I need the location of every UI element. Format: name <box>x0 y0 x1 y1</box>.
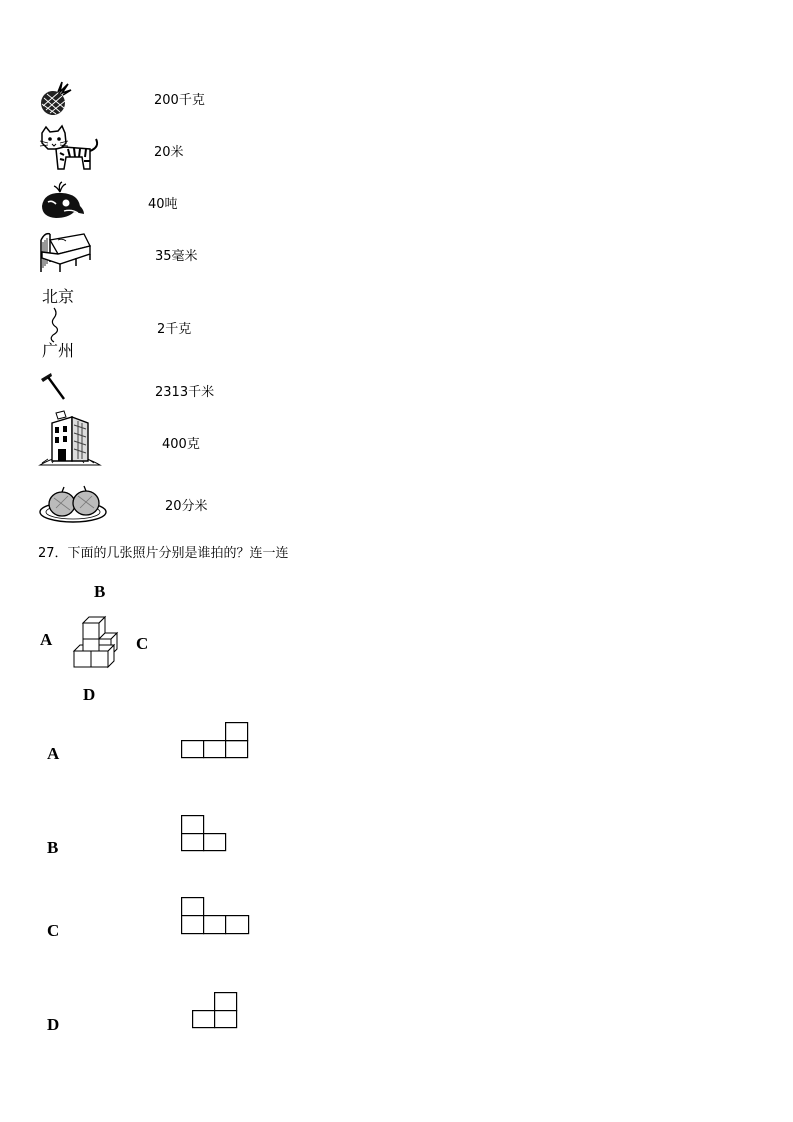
unit-label-3: 40吨 <box>148 197 178 212</box>
pin-icon <box>38 371 68 403</box>
bed-icon <box>38 228 92 274</box>
view-shape-c <box>181 897 250 935</box>
unit-label-8: 20分米 <box>165 499 208 514</box>
tiger-icon <box>38 125 102 175</box>
unit-label-6: 2313千米 <box>155 385 215 400</box>
city-beijing: 北京 <box>42 287 75 306</box>
unit-label-1: 200千克 <box>154 93 205 108</box>
building-icon <box>38 411 102 467</box>
apples-plate-icon <box>38 484 108 524</box>
direction-label-front: B <box>94 582 106 601</box>
pineapple-icon <box>38 80 72 116</box>
view-option-label-c: C <box>47 921 60 940</box>
view-shape-a <box>181 722 249 759</box>
view-option-label-d: D <box>47 1015 60 1034</box>
beijing-guangzhou-route-icon <box>40 289 80 361</box>
view-option-label-b: B <box>47 838 59 857</box>
unit-label-2: 20米 <box>154 145 184 160</box>
unit-label-4: 35毫米 <box>155 249 198 264</box>
unit-label-5: 2千克 <box>157 322 192 337</box>
direction-label-left: A <box>40 630 53 649</box>
whale-icon <box>38 180 86 220</box>
unit-label-7: 400克 <box>162 437 200 452</box>
view-shape-d <box>192 992 238 1029</box>
view-option-label-a: A <box>47 744 60 763</box>
direction-label-back: D <box>83 685 96 704</box>
cube-stack-figure <box>70 613 122 669</box>
direction-label-right: C <box>136 634 149 653</box>
view-shape-b <box>181 815 227 852</box>
city-guangzhou: 广州 <box>42 341 75 360</box>
question-27-text: 27．下面的几张照片分别是谁拍的？连一连 <box>38 546 289 561</box>
